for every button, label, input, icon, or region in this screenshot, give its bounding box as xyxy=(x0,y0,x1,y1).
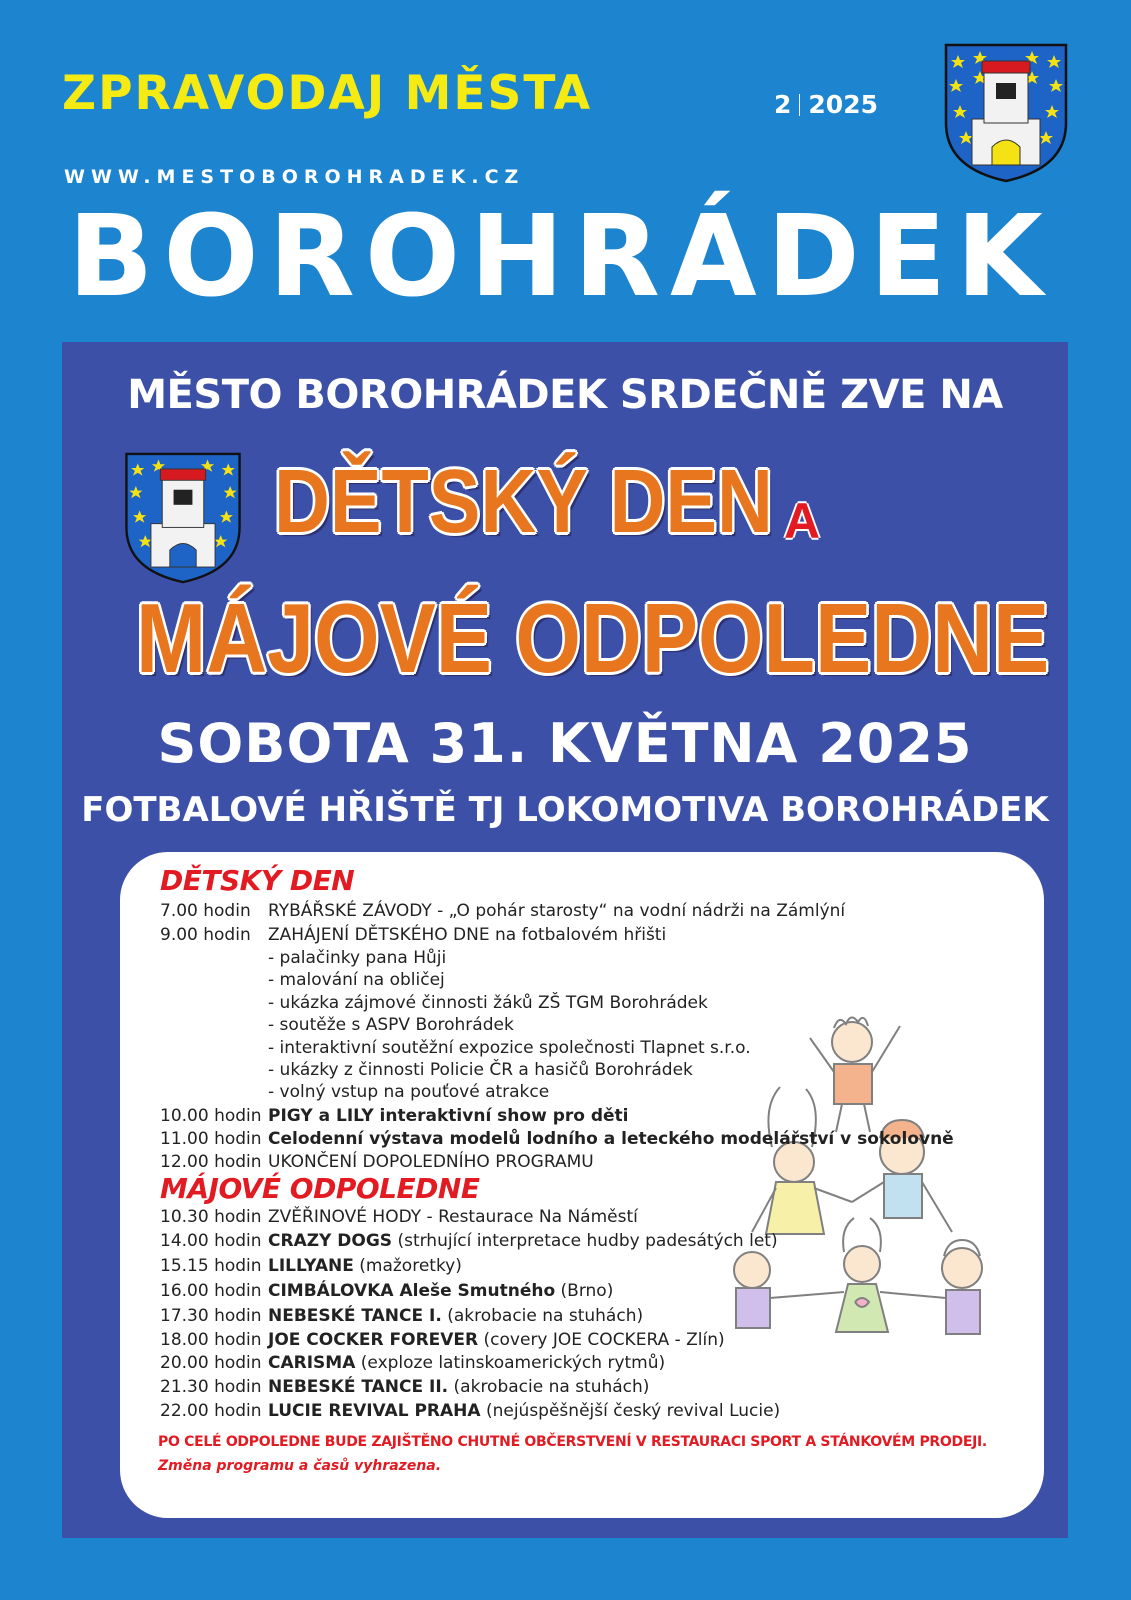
invitation-heading: MĚSTO BOROHRÁDEK SRDEČNĚ ZVE NA xyxy=(127,372,1003,418)
program-row xyxy=(160,1230,778,1252)
row-time: 15.15 hodin xyxy=(160,1256,262,1276)
list-item: - interaktivní soutěžní expozice společnosti Tlapnet s.r.o. xyxy=(268,1038,751,1058)
row-time: 11.00 hodin xyxy=(160,1129,262,1149)
program-box xyxy=(120,852,1044,1518)
issue-no: 2 xyxy=(774,90,792,119)
row-highlight: CIMBÁLOVKA Aleše Smutného xyxy=(268,1281,556,1301)
program-row xyxy=(160,1352,665,1374)
event-title-line1: DĚTSKÝ DEN xyxy=(274,452,773,552)
row-highlight: LILLYANE xyxy=(268,1256,354,1276)
event-title-and: A xyxy=(784,493,821,549)
children-illustration-icon xyxy=(712,1002,1022,1342)
issue-number xyxy=(774,90,878,119)
program-row xyxy=(160,1305,643,1327)
change-disclaimer: Změna programu a časů vyhrazena. xyxy=(158,1458,442,1474)
event-venue: FOTBALOVÉ HŘIŠTĚ TJ LOKOMOTIVA BOROHRÁDEK xyxy=(81,790,1049,830)
row-time: 18.00 hodin xyxy=(160,1330,262,1350)
row-text: (akrobacie na stuhách) xyxy=(448,1377,650,1397)
program-row xyxy=(160,1329,725,1351)
row-highlight: LUCIE REVIVAL PRAHA xyxy=(268,1401,481,1421)
row-text: (strhující interpretace hudby padesátých let) xyxy=(392,1231,778,1251)
row-text: ZAHÁJENÍ DĚTSKÉHO DNE na fotbalovém hřišti xyxy=(268,925,667,945)
row-time: 14.00 hodin xyxy=(160,1231,262,1251)
row-highlight: NEBESKÉ TANCE I. xyxy=(268,1306,442,1326)
event-title-line2: MÁJOVÉ ODPOLEDNE xyxy=(136,583,1050,693)
row-highlight: Celodenní výstava modelů lodního a leteckého modelářství v sokolovně xyxy=(268,1129,954,1149)
program-row xyxy=(160,1280,613,1302)
row-time: 22.00 hodin xyxy=(160,1401,262,1421)
list-item: - ukázka zájmové činnosti žáků ZŠ TGM Borohrádek xyxy=(268,993,708,1013)
program-row xyxy=(160,1151,594,1173)
row-time: 10.30 hodin xyxy=(160,1207,262,1227)
list-item: - palačinky pana Hůji xyxy=(268,948,447,968)
program-row xyxy=(160,1376,649,1398)
town-crest-icon xyxy=(124,452,242,584)
row-text: (mažoretky) xyxy=(353,1256,462,1276)
list-item: - ukázky z činnosti Policie ČR a hasičů Borohrádek xyxy=(268,1060,693,1080)
row-highlight: CARISMA xyxy=(268,1353,356,1373)
row-text: UKONČENÍ DOPOLEDNÍHO PROGRAMU xyxy=(268,1152,594,1172)
section-title-childrens-day: DĚTSKÝ DEN xyxy=(160,864,355,897)
row-text: (covery JOE COCKERA - Zlín) xyxy=(478,1330,725,1350)
program-row xyxy=(160,1255,462,1277)
refreshments-note: PO CELÉ ODPOLEDNE BUDE ZAJIŠTĚNO CHUTNÉ OBČERSTVENÍ V RESTAURACI SPORT A STÁNKOVÉM PRODEJI. xyxy=(158,1434,987,1450)
row-time: 12.00 hodin xyxy=(160,1152,262,1172)
newsletter-label: ZPRAVODAJ MĚSTA xyxy=(62,66,593,121)
program-row xyxy=(160,1206,638,1228)
town-crest-icon xyxy=(944,43,1068,183)
list-item: - soutěže s ASPV Borohrádek xyxy=(268,1015,514,1035)
program-row xyxy=(160,924,666,946)
row-time: 20.00 hodin xyxy=(160,1353,262,1373)
row-time: 16.00 hodin xyxy=(160,1281,262,1301)
issue-year: 2025 xyxy=(808,90,878,119)
issue-separator xyxy=(799,94,800,116)
program-row xyxy=(160,900,845,922)
list-item: - malování na obličej xyxy=(268,970,445,990)
website-url[interactable]: WWW.MESTOBOROHRADEK.CZ xyxy=(64,166,525,188)
program-row xyxy=(160,1400,780,1422)
row-time: 7.00 hodin xyxy=(160,901,251,921)
row-time: 9.00 hodin xyxy=(160,925,251,945)
row-text: ZVĚŘINOVÉ HODY - Restaurace Na Náměstí xyxy=(268,1207,638,1227)
section-title-may-afternoon: MÁJOVÉ ODPOLEDNE xyxy=(160,1172,480,1205)
event-poster xyxy=(62,342,1068,1538)
row-text: (nejúspěšnější český revival Lucie) xyxy=(480,1401,781,1421)
row-highlight: CRAZY DOGS xyxy=(268,1231,393,1251)
event-date: SOBOTA 31. KVĚTNA 2025 xyxy=(157,712,973,775)
row-text: (Brno) xyxy=(555,1281,614,1301)
row-highlight: JOE COCKER FOREVER xyxy=(268,1330,479,1350)
row-time: 21.30 hodin xyxy=(160,1377,262,1397)
row-highlight: PIGY a LILY interaktivní show pro děti xyxy=(268,1106,629,1126)
program-row xyxy=(160,1128,954,1150)
masthead-title: BOROHRÁDEK xyxy=(68,192,1053,322)
row-highlight: NEBESKÉ TANCE II. xyxy=(268,1377,449,1397)
program-row xyxy=(160,1105,629,1127)
row-text: (akrobacie na stuhách) xyxy=(441,1306,644,1326)
row-time: 10.00 hodin xyxy=(160,1106,262,1126)
row-time: 17.30 hodin xyxy=(160,1306,262,1326)
row-text: RYBÁŘSKÉ ZÁVODY - „O pohár starosty“ na vodní nádrži na Zámlýní xyxy=(268,901,846,921)
row-text: (exploze latinskoamerických rytmů) xyxy=(355,1353,666,1373)
list-item: - volný vstup na pouťové atrakce xyxy=(268,1082,550,1102)
